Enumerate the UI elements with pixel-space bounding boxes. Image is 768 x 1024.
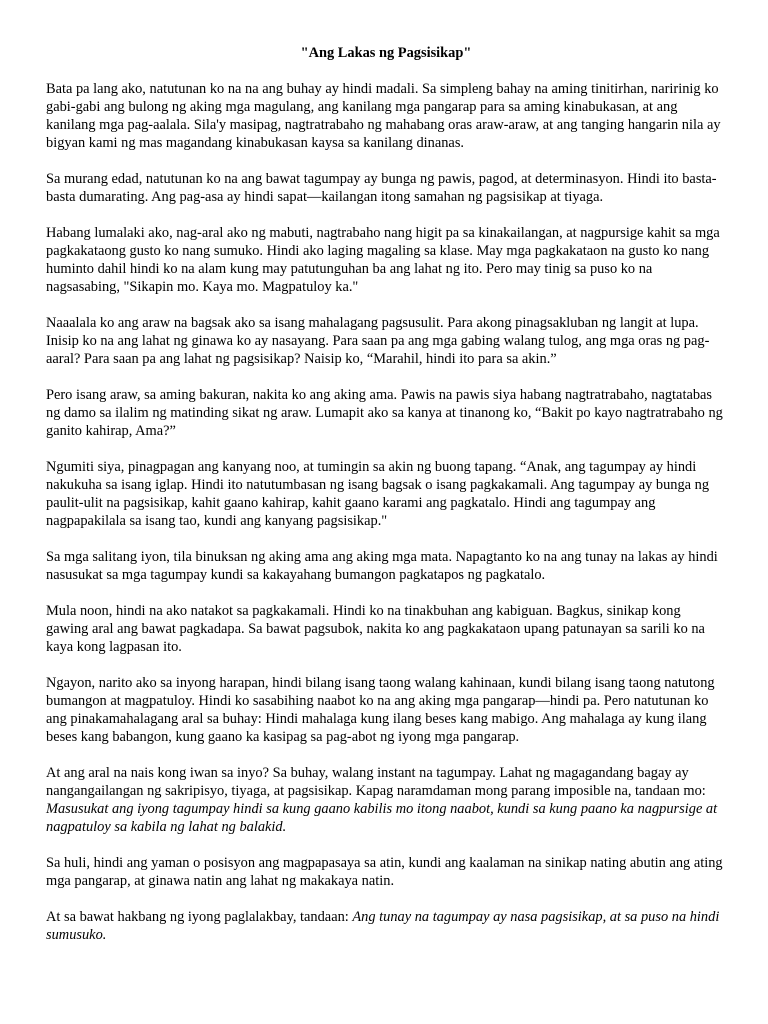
paragraph-2: Sa murang edad, natutunan ko na ang bawat tagumpay ay bunga ng pawis, pagod, at determinasyon. Hindi ito basta-basta dumarating. Ang pag-asa ay hindi sapat—kailangan itong samahan ng pagsisikap at tiyaga. xyxy=(46,171,717,205)
paragraph-12-italic: Ang tunay na tagumpay ay nasa pagsisikap, at sa puso na hindi sumusuko. xyxy=(46,909,720,943)
paragraph-3: Habang lumalaki ako, nag-aral ako ng mabuti, nagtrabaho nang higit pa sa kinakailangan, at nagpursige kahit sa mga pagkakataong gusto ko nang sumuko. Hindi ako laging magaling sa klase. May mga pagkakataon na gusto ko nang huminto dahil hindi ko na alam kung may patutunguhan ba ang lahat ng ito. Pero may tinig sa puso ko na nagsasabing, "Sikapin mo. Kaya mo. Magpatuloy ka." xyxy=(46,225,720,295)
paragraph-11: Sa huli, hindi ang yaman o posisyon ang magpapasaya sa atin, kundi ang kaalaman na sinikap nating abutin ang ating mga pangarap, at ginawa natin ang lahat ng makakaya natin. xyxy=(46,855,723,889)
paragraph-12 xyxy=(46,908,726,944)
paragraph-9: Ngayon, narito ako sa inyong harapan, hindi bilang isang taong walang kahinaan, kundi bilang isang taong natutong bumangon at magpatuloy. Hindi ko sasabihing naabot ko na ang aking mga pangarap—hindi pa. Pero natutunan ko ang pinakamahalagang aral sa buhay: Hindi mahalaga kung ilang beses kang mabigo. Ang mahalaga ay kung ilang beses kang babangon, kung gaano ka kasipag sa pag-abot ng iyong mga pangarap. xyxy=(46,675,715,745)
paragraph-8: Mula noon, hindi na ako natakot sa pagkakamali. Hindi ko na tinakbuhan ang kabiguan. Bagkus, sinikap kong gawing aral ang bawat pagkadapa. Sa bawat pagsubok, nakita ko ang pagkakataon upang patunayan sa sarili ko na kaya kong lagpasan ito. xyxy=(46,603,705,655)
paragraph-10 xyxy=(46,764,726,836)
paragraph-10-text: At ang aral na nais kong iwan sa inyo? Sa buhay, walang instant na tagumpay. Lahat ng magagandang bagay ay nangangailangan ng sakripisyo, tiyaga, at pagsisikap. Kapag naramdaman mong parang imposible na, tandaan mo: xyxy=(46,765,706,799)
document-title: "Ang Lakas ng Pagsisikap" xyxy=(300,45,472,61)
paragraph-5: Pero isang araw, sa aming bakuran, nakita ko ang aking ama. Pawis na pawis siya habang nagtratrabaho, nagtatabas ng damo sa ilalim ng matinding sikat ng araw. Lumapit ako sa kanya at tinanong ko, “Bakit po kayo nagtratrabaho ng ganito kahirap, Ama?” xyxy=(46,387,723,439)
paragraph-12-text: At sa bawat hakbang ng iyong paglalakbay, tandaan: xyxy=(46,909,353,925)
paragraph-10-italic: Masusukat ang iyong tagumpay hindi sa kung gaano kabilis mo itong naabot, kundi sa kung paano ka nagpursige at nagpatuloy sa kabila ng lahat ng balakid. xyxy=(46,801,718,835)
paragraph-1: Bata pa lang ako, natutunan ko na na ang buhay ay hindi madali. Sa simpleng bahay na aming tinitirhan, naririnig ko gabi-gabi ang bulong ng aking mga magulang, ang kanilang mga pangarap para sa aming kinabukasan, at ang kanilang mga pag-aalala. Sila'y masipag, nagtratrabaho ng mahabang oras araw-araw, at ang tanging hangarin nila ay bigyan kami ng mas magandang kinabukasan kaysa sa kanilang dinanas. xyxy=(46,81,721,151)
paragraph-6: Ngumiti siya, pinagpagan ang kanyang noo, at tumingin sa akin ng buong tapang. “Anak, ang tagumpay ay hindi nakukuha sa isang iglap. Hindi ito natutumbasan ng isang bagsak o isang pagkakamali. Ang tagumpay ay bunga ng paulit-ulit na pagsisikap, kahit gaano kahirap, kahit gaano karami ang pagkatalo. Hindi ang tagumpay ang nagpapakilala sa isang tao, kundi ang kanyang pagsisikap." xyxy=(46,459,710,529)
document-page xyxy=(46,44,726,962)
paragraph-4: Naaalala ko ang araw na bagsak ako sa isang mahalagang pagsusulit. Para akong pinagsakluban ng langit at lupa. Inisip ko na ang lahat ng ginawa ko ay nasayang. Para saan pa ang mga gabing walang tulog, ang mga oras ng pag-aaral? Para saan pa ang lahat ng pagsisikap? Naisip ko, “Marahil, hindi ito para sa akin.” xyxy=(46,315,710,367)
paragraph-7: Sa mga salitang iyon, tila binuksan ng aking ama ang aking mga mata. Napagtanto ko na ang tunay na lakas ay hindi nasusukat sa mga tagumpay kundi sa kakayahang bumangon pagkatapos ng pagkatalo. xyxy=(46,549,718,583)
